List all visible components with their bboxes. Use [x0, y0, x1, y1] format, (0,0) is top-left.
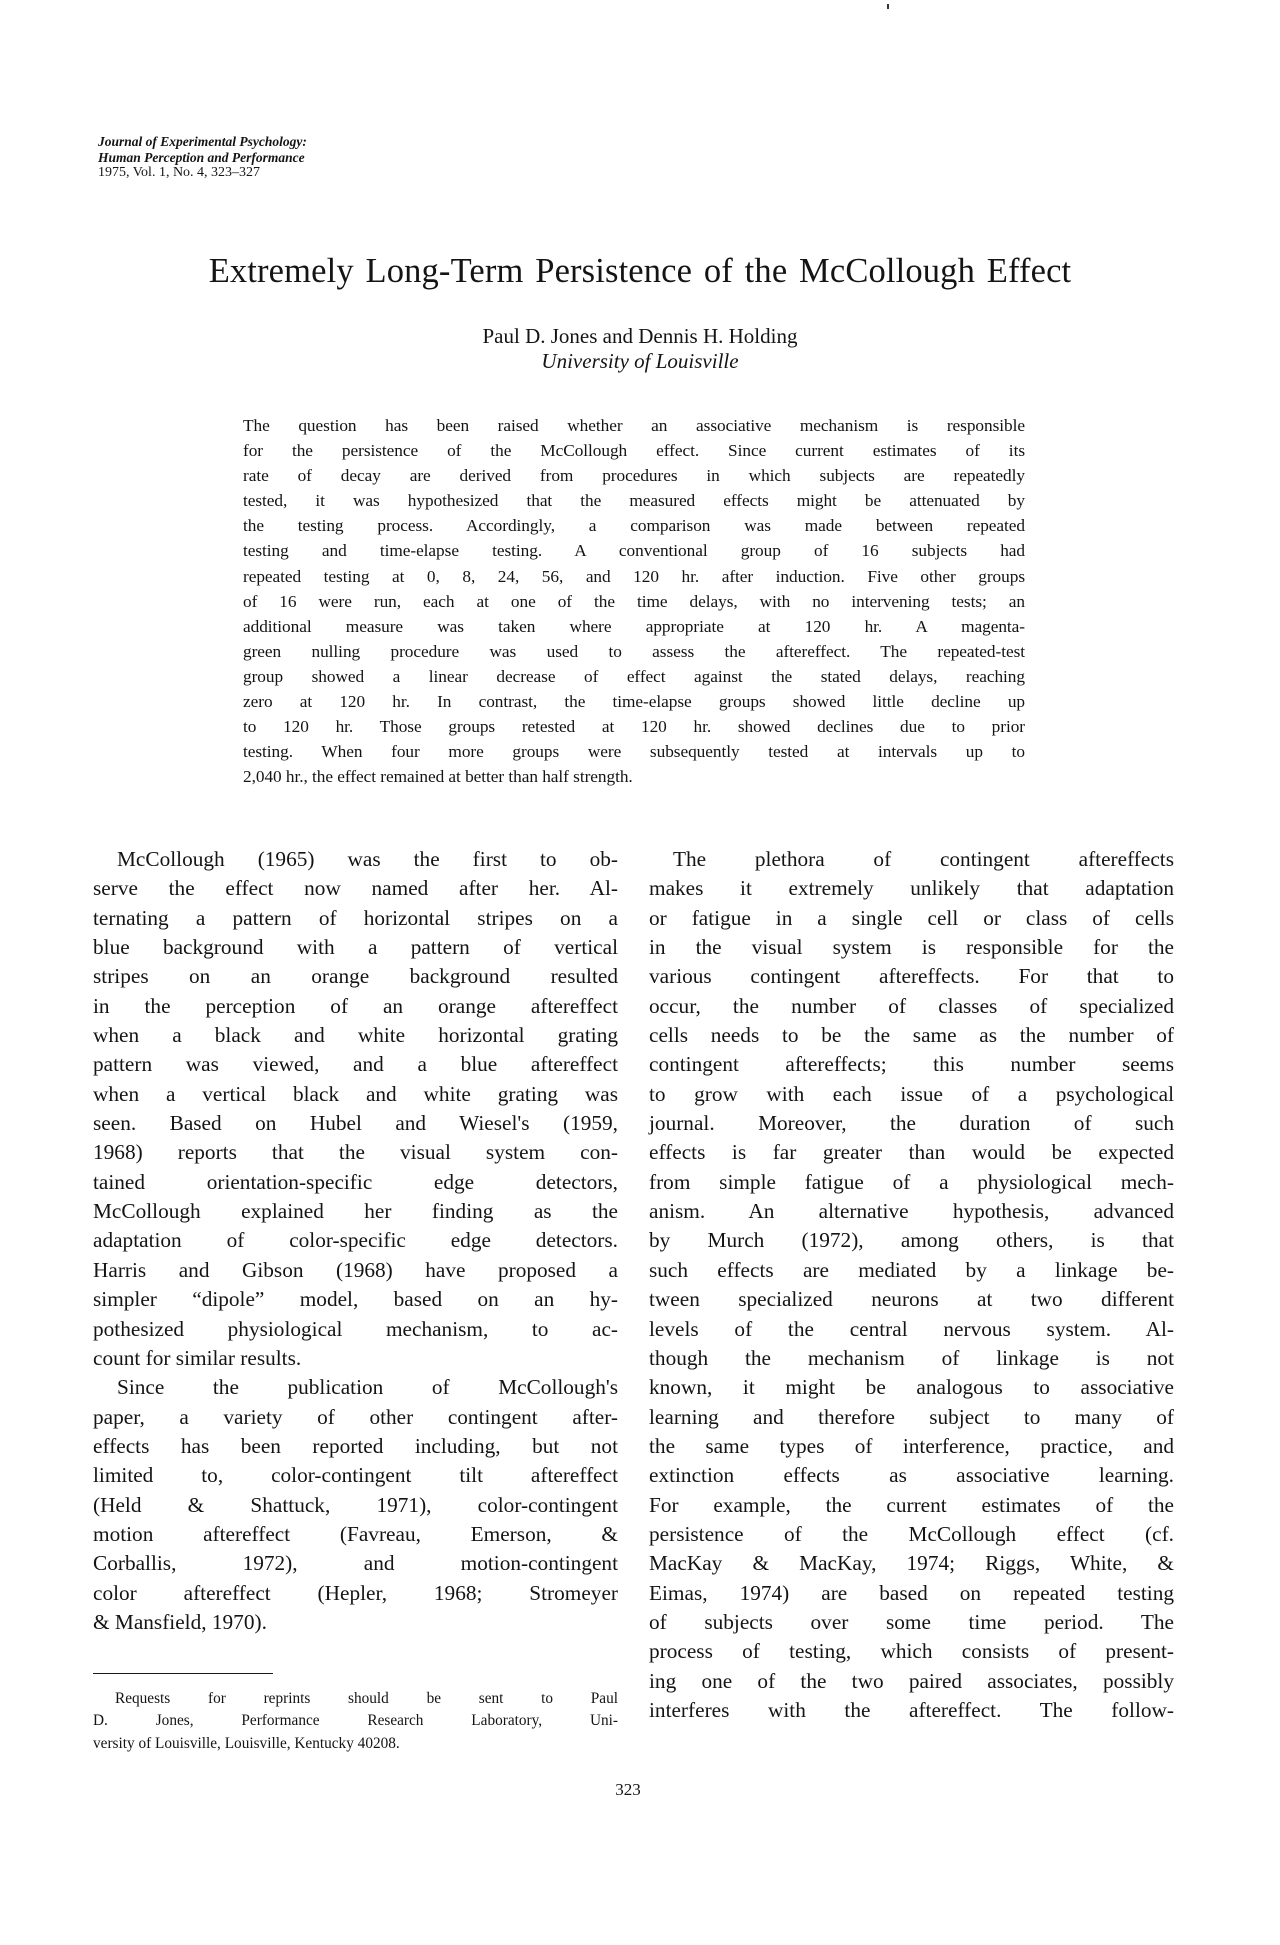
body-line: occur, the number of classes of specialized — [649, 993, 1174, 1018]
footnote-line: versity of Louisville, Louisville, Kentucky 40208. — [93, 1734, 400, 1752]
body-line: learning and therefore subject to many of — [649, 1404, 1174, 1429]
abstract-line: testing and time-elapse testing. A conventional group of 16 subjects had — [243, 541, 1025, 561]
body-line: contingent aftereffects; this number seems — [649, 1052, 1174, 1077]
body-line: stripes on an orange background resulted — [93, 964, 618, 989]
body-line: effects has been reported including, but not — [93, 1433, 618, 1458]
body-right-column — [649, 845, 1174, 1725]
body-line: ing one of the two paired associates, possibly — [649, 1668, 1174, 1693]
abstract-line: of 16 were run, each at one of the time delays, with no intervening tests; an — [243, 591, 1025, 611]
body-line: by Murch (1972), among others, is that — [649, 1228, 1174, 1253]
body-line: color aftereffect (Hepler, 1968; Stromeyer — [93, 1580, 618, 1605]
body-line: Corballis, 1972), and motion-contingent — [93, 1551, 618, 1576]
abstract-line: to 120 hr. Those groups retested at 120 hr. showed declines due to prior — [243, 717, 1025, 737]
body-line: journal. Moreover, the duration of such — [649, 1111, 1174, 1136]
abstract-line: additional measure was taken where appropriate at 120 hr. A magenta- — [243, 616, 1025, 636]
body-line: when a vertical black and white grating was — [93, 1081, 618, 1106]
abstract-line: green nulling procedure was used to assess the aftereffect. The repeated-test — [243, 641, 1025, 661]
journal-header — [98, 134, 307, 181]
body-line: though the mechanism of linkage is not — [649, 1345, 1174, 1370]
page-number: 323 — [615, 1780, 641, 1799]
body-line: McCollough (1965) was the first to ob- — [117, 847, 618, 871]
body-line: levels of the central nervous system. Al- — [649, 1316, 1174, 1341]
body-line: simpler “dipole” model, based on an hy- — [93, 1287, 618, 1312]
footnote — [93, 1688, 618, 1755]
body-line: interferes with the aftereffect. The follow- — [649, 1697, 1174, 1722]
body-line: (Held & Shattuck, 1971), color-contingent — [93, 1492, 618, 1517]
abstract-line: rate of decay are derived from procedures in which subjects are repeatedly — [243, 466, 1025, 486]
scan-speck — [887, 4, 889, 9]
footnote-line: Requests for reprints should be sent to Paul — [115, 1690, 618, 1707]
abstract — [243, 413, 1025, 789]
body-line: pothesized physiological mechanism, to ac- — [93, 1316, 618, 1341]
body-line: Eimas, 1974) are based on repeated testing — [649, 1580, 1174, 1605]
body-line: limited to, color-contingent tilt aftereffect — [93, 1463, 618, 1488]
body-line: MacKay & MacKay, 1974; Riggs, White, & — [649, 1551, 1174, 1576]
abstract-line: 2,040 hr., the effect remained at better than half strength. — [243, 767, 633, 787]
journal-citation: 1975, Vol. 1, No. 4, 323–327 — [98, 165, 261, 180]
body-line: tained orientation-specific edge detectors, — [93, 1169, 618, 1194]
abstract-line: testing. When four more groups were subsequently tested at intervals up to — [243, 742, 1025, 762]
abstract-line: zero at 120 hr. In contrast, the time-elapse groups showed little decline up — [243, 692, 1025, 712]
abstract-line: The question has been raised whether an associative mechanism is responsible — [243, 416, 1025, 435]
paper-title: Extremely Long-Term Persistence of the McCollough Effect — [208, 252, 1072, 290]
body-line: & Mansfield, 1970). — [93, 1609, 267, 1634]
body-line: or fatigue in a single cell or class of cells — [649, 905, 1174, 930]
body-line: from simple fatigue of a physiological mech- — [649, 1169, 1174, 1194]
body-line: to grow with each issue of a psychological — [649, 1081, 1174, 1106]
journal-name-line1: Journal of Experimental Psychology: — [98, 134, 307, 149]
body-line: persistence of the McCollough effect (cf. — [649, 1521, 1174, 1546]
body-line: ternating a pattern of horizontal stripes on a — [93, 905, 618, 930]
journal-name-line2: Human Perception and Performance — [98, 149, 305, 165]
body-line: The plethora of contingent aftereffects — [673, 847, 1174, 871]
body-line: count for similar results. — [93, 1345, 302, 1370]
body-line: the same types of interference, practice, and — [649, 1433, 1174, 1458]
body-line: paper, a variety of other contingent after- — [93, 1404, 618, 1429]
body-line: when a black and white horizontal grating — [93, 1023, 618, 1048]
abstract-line: for the persistence of the McCollough effect. Since current estimates of its — [243, 441, 1025, 461]
body-line: cells needs to be the same as the number of — [649, 1023, 1174, 1048]
body-line: in the perception of an orange aftereffect — [93, 993, 618, 1018]
body-line: seen. Based on Hubel and Wiesel's (1959, — [93, 1111, 618, 1136]
body-line: process of testing, which consists of present- — [649, 1639, 1174, 1664]
body-line: in the visual system is responsible for the — [649, 935, 1174, 960]
body-line: For example, the current estimates of the — [649, 1492, 1174, 1517]
body-line: extinction effects as associative learning. — [649, 1463, 1174, 1488]
body-line: various contingent aftereffects. For that to — [649, 964, 1174, 989]
abstract-line: repeated testing at 0, 8, 24, 56, and 120 hr. after induction. Five other groups — [243, 566, 1025, 586]
body-line: such effects are mediated by a linkage be- — [649, 1257, 1174, 1282]
body-line: tween specialized neurons at two different — [649, 1287, 1174, 1312]
body-line: McCollough explained her finding as the — [93, 1199, 618, 1224]
body-line: effects is far greater than would be expected — [649, 1140, 1174, 1165]
body-line: motion aftereffect (Favreau, Emerson, & — [93, 1521, 618, 1546]
body-line: adaptation of color-specific edge detectors. — [93, 1228, 618, 1253]
authors: Paul D. Jones and Dennis H. Holding — [482, 324, 798, 348]
body-left-column — [93, 845, 618, 1637]
footnote-line: D. Jones, Performance Research Laboratory, Uni- — [93, 1712, 618, 1730]
body-line: serve the effect now named after her. Al- — [93, 876, 618, 901]
body-line: anism. An alternative hypothesis, advanced — [649, 1199, 1174, 1224]
body-line: known, it might be analogous to associative — [649, 1375, 1174, 1400]
body-line: blue background with a pattern of vertical — [93, 935, 618, 960]
body-line: makes it extremely unlikely that adaptation — [649, 876, 1174, 901]
body-line: Since the publication of McCollough's — [117, 1375, 618, 1400]
body-line: Harris and Gibson (1968) have proposed a — [93, 1257, 618, 1282]
footnote-rule — [93, 1673, 273, 1674]
body-line: pattern was viewed, and a blue aftereffect — [93, 1052, 618, 1077]
body-line: of subjects over some time period. The — [649, 1609, 1174, 1634]
abstract-line: tested, it was hypothesized that the measured effects might be attenuated by — [243, 491, 1025, 511]
affiliation: University of Louisville — [541, 349, 739, 373]
abstract-line: group showed a linear decrease of effect against the stated delays, reaching — [243, 666, 1025, 686]
abstract-line: the testing process. Accordingly, a comparison was made between repeated — [243, 516, 1025, 536]
body-line: 1968) reports that the visual system con- — [93, 1140, 618, 1165]
